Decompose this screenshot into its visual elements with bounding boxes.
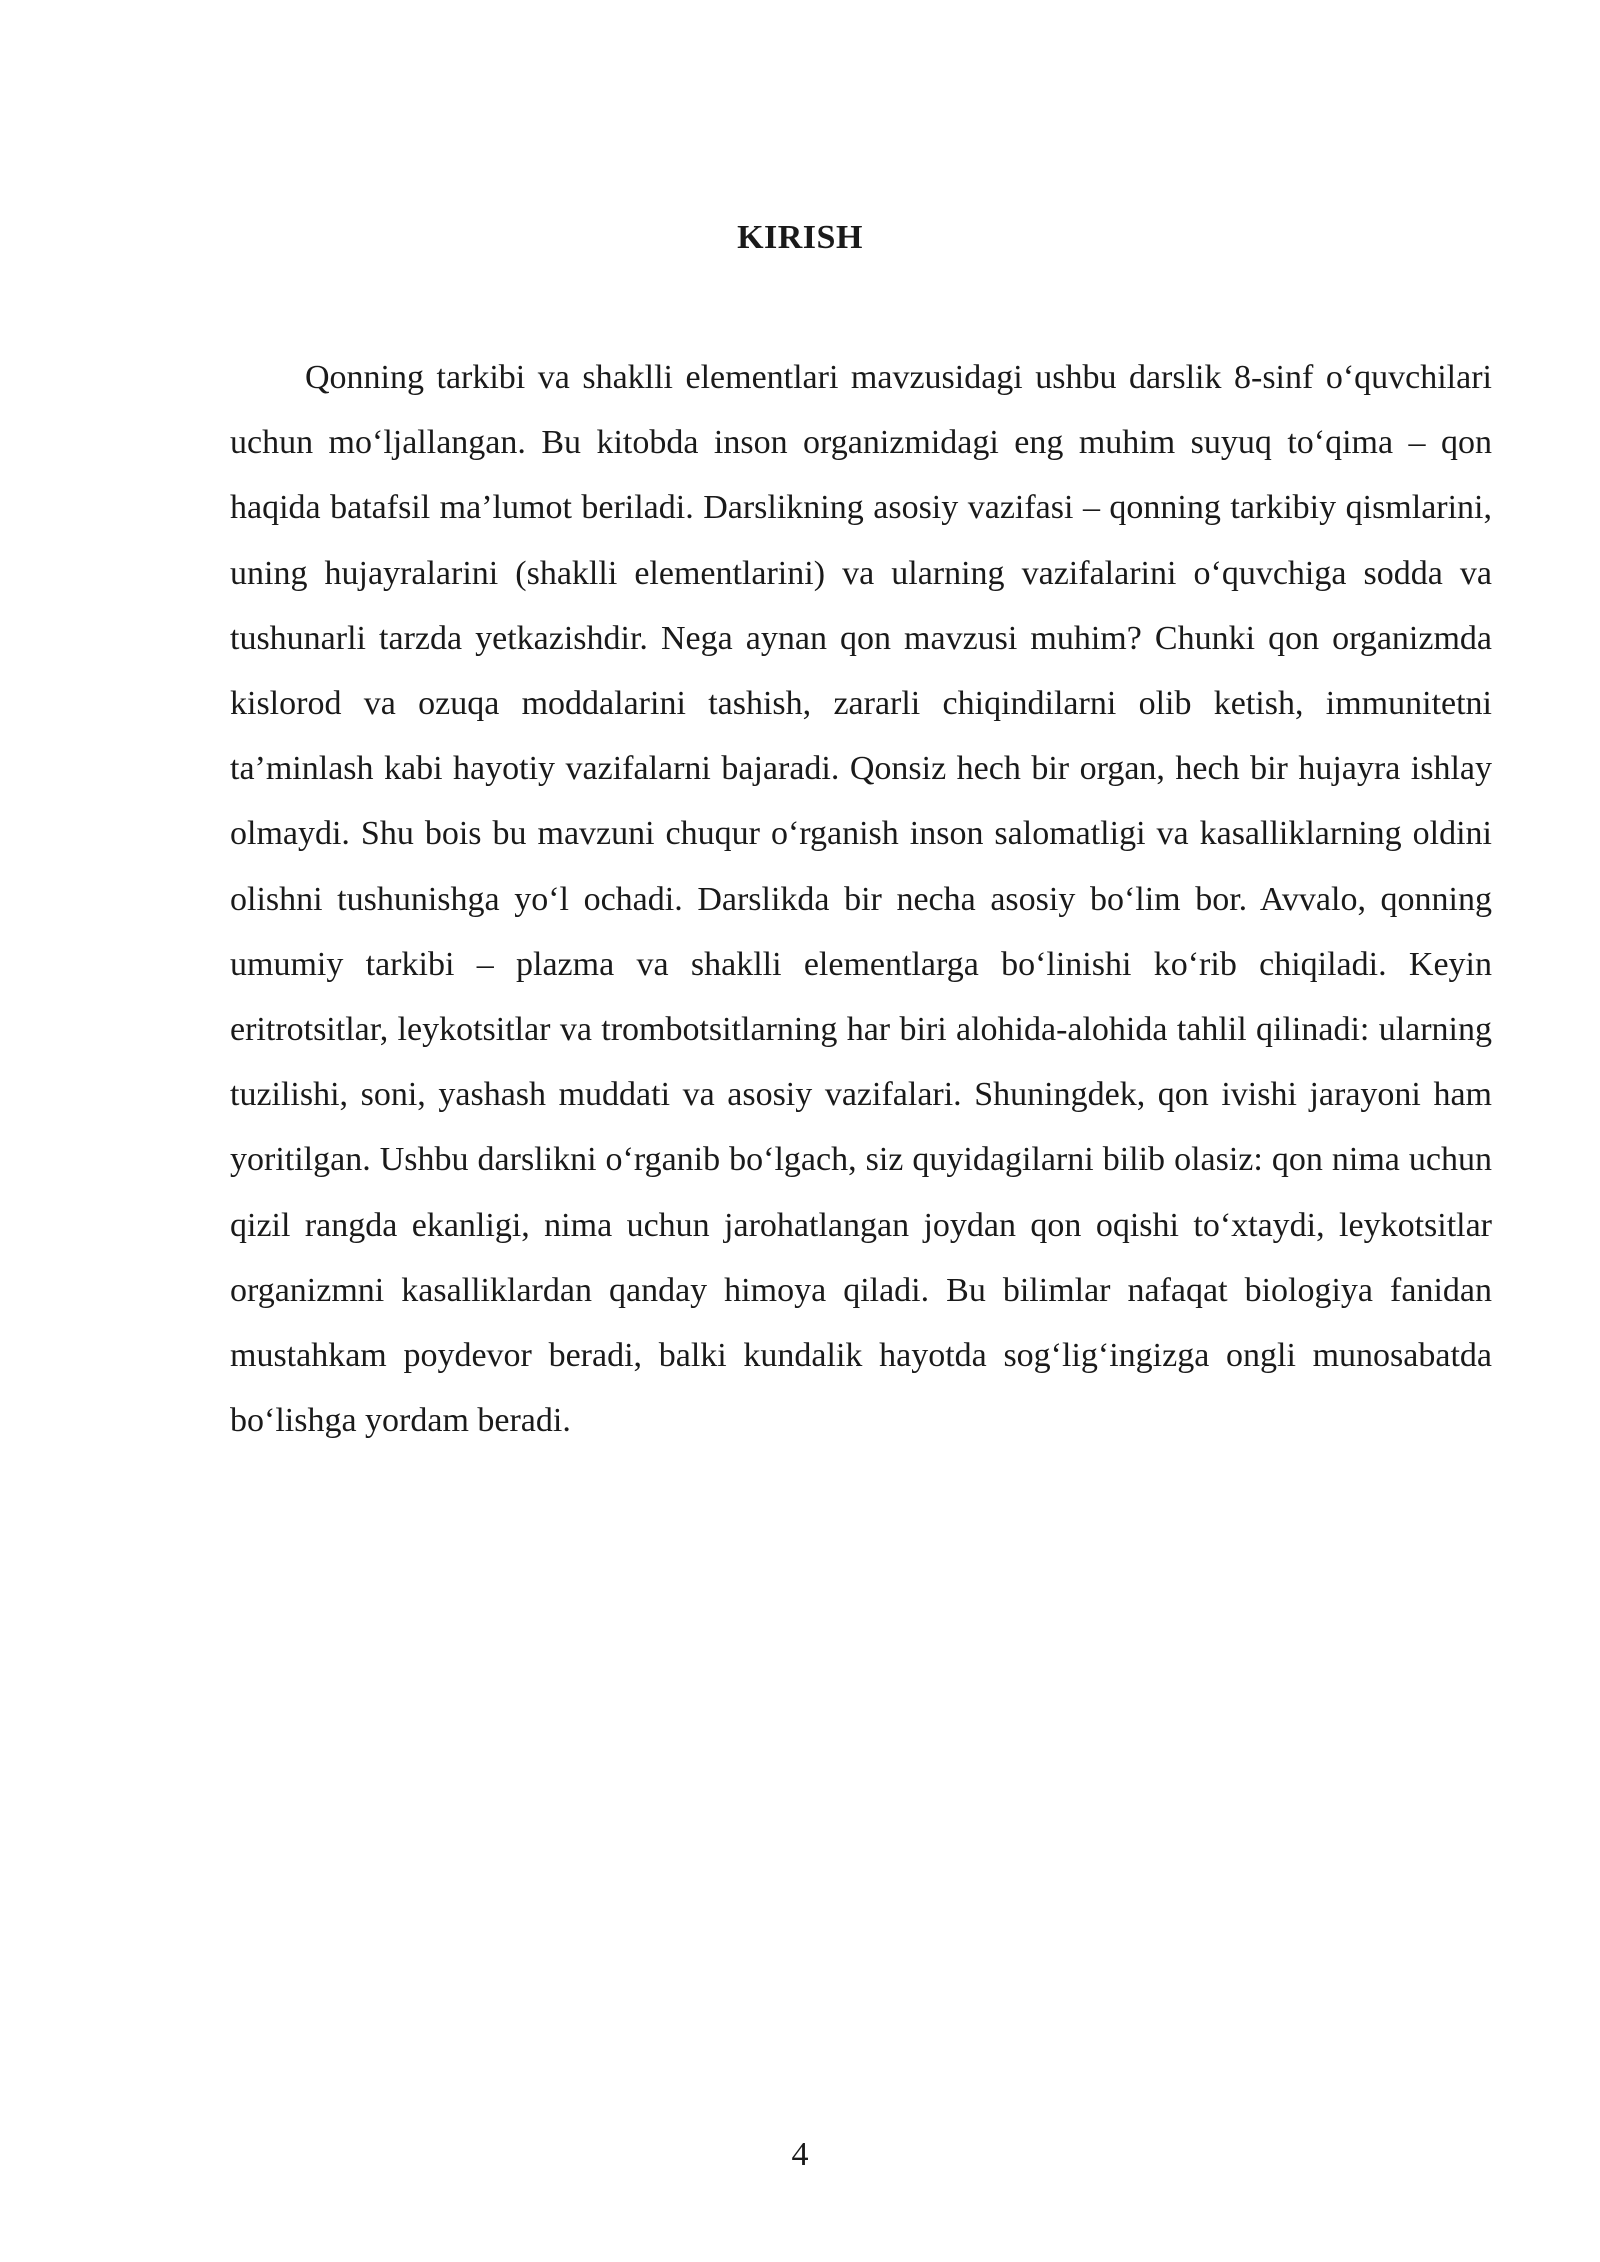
page-number: 4 <box>791 2136 809 2173</box>
section-title: KIRISH <box>737 219 863 256</box>
body-paragraph: Qonning tarkibi va shaklli elementlari mavzusidagi ushbu darslik 8-sinf o‘quvchilari uchun mo‘ljallangan. Bu kitobda inson organizmidagi eng muhim suyuq to‘qima – qon haqida batafsil ma’lumot beriladi. Darslikning asosiy vazifasi – qonning tarkibiy qismlarini, uning hujayralarini (shaklli elementlarini) va ularning vazifalarini o‘quvchiga sodda va tushunarli tarzda yetkazishdir. Nega aynan qon mavzusi muhim? Chunki qon organizmda kislorod va ozuqa moddalarini tashish, zararli chiqindilarni olib ketish, immunitetni ta’minlash kabi hayotiy vazifalarni bajaradi. Qonsiz hech bir organ, hech bir hujayra ishlay olmaydi. Shu bois bu mavzuni chuqur o‘rganish inson salomatligi va kasalliklarning oldini olishni tushunishga yo‘l ochadi. Darslikda bir necha asosiy bo‘lim bor. Avvalo, qonning umumiy tarkibi – plazma va shaklli elementlarga bo‘linishi ko‘rib chiqiladi. Keyin eritrotsitlar, leykotsitlar va trombotsitlarning har biri alohida-alohida tahlil qilinadi: ularning tuzilishi, soni, yashash muddati va asosiy vazifalari. Shuningdek, qon ivishi jarayoni ham yoritilgan. Ushbu darslikni o‘rganib bo‘lgach, siz quyidagilarni bilib olasiz: qon nima uchun qizil rangda ekanligi, nima uchun jarohatlangan joydan qon oqishi to‘xtaydi, leykotsitlar organizmni kasalliklardan qanday himoya qiladi. Bu bilimlar nafaqat biologiya fanidan mustahkam poydevor beradi, balki kundalik hayotda sog‘lig‘ingizga ongli munosabatda bo‘lishga yordam beradi. <box>230 359 1492 1440</box>
